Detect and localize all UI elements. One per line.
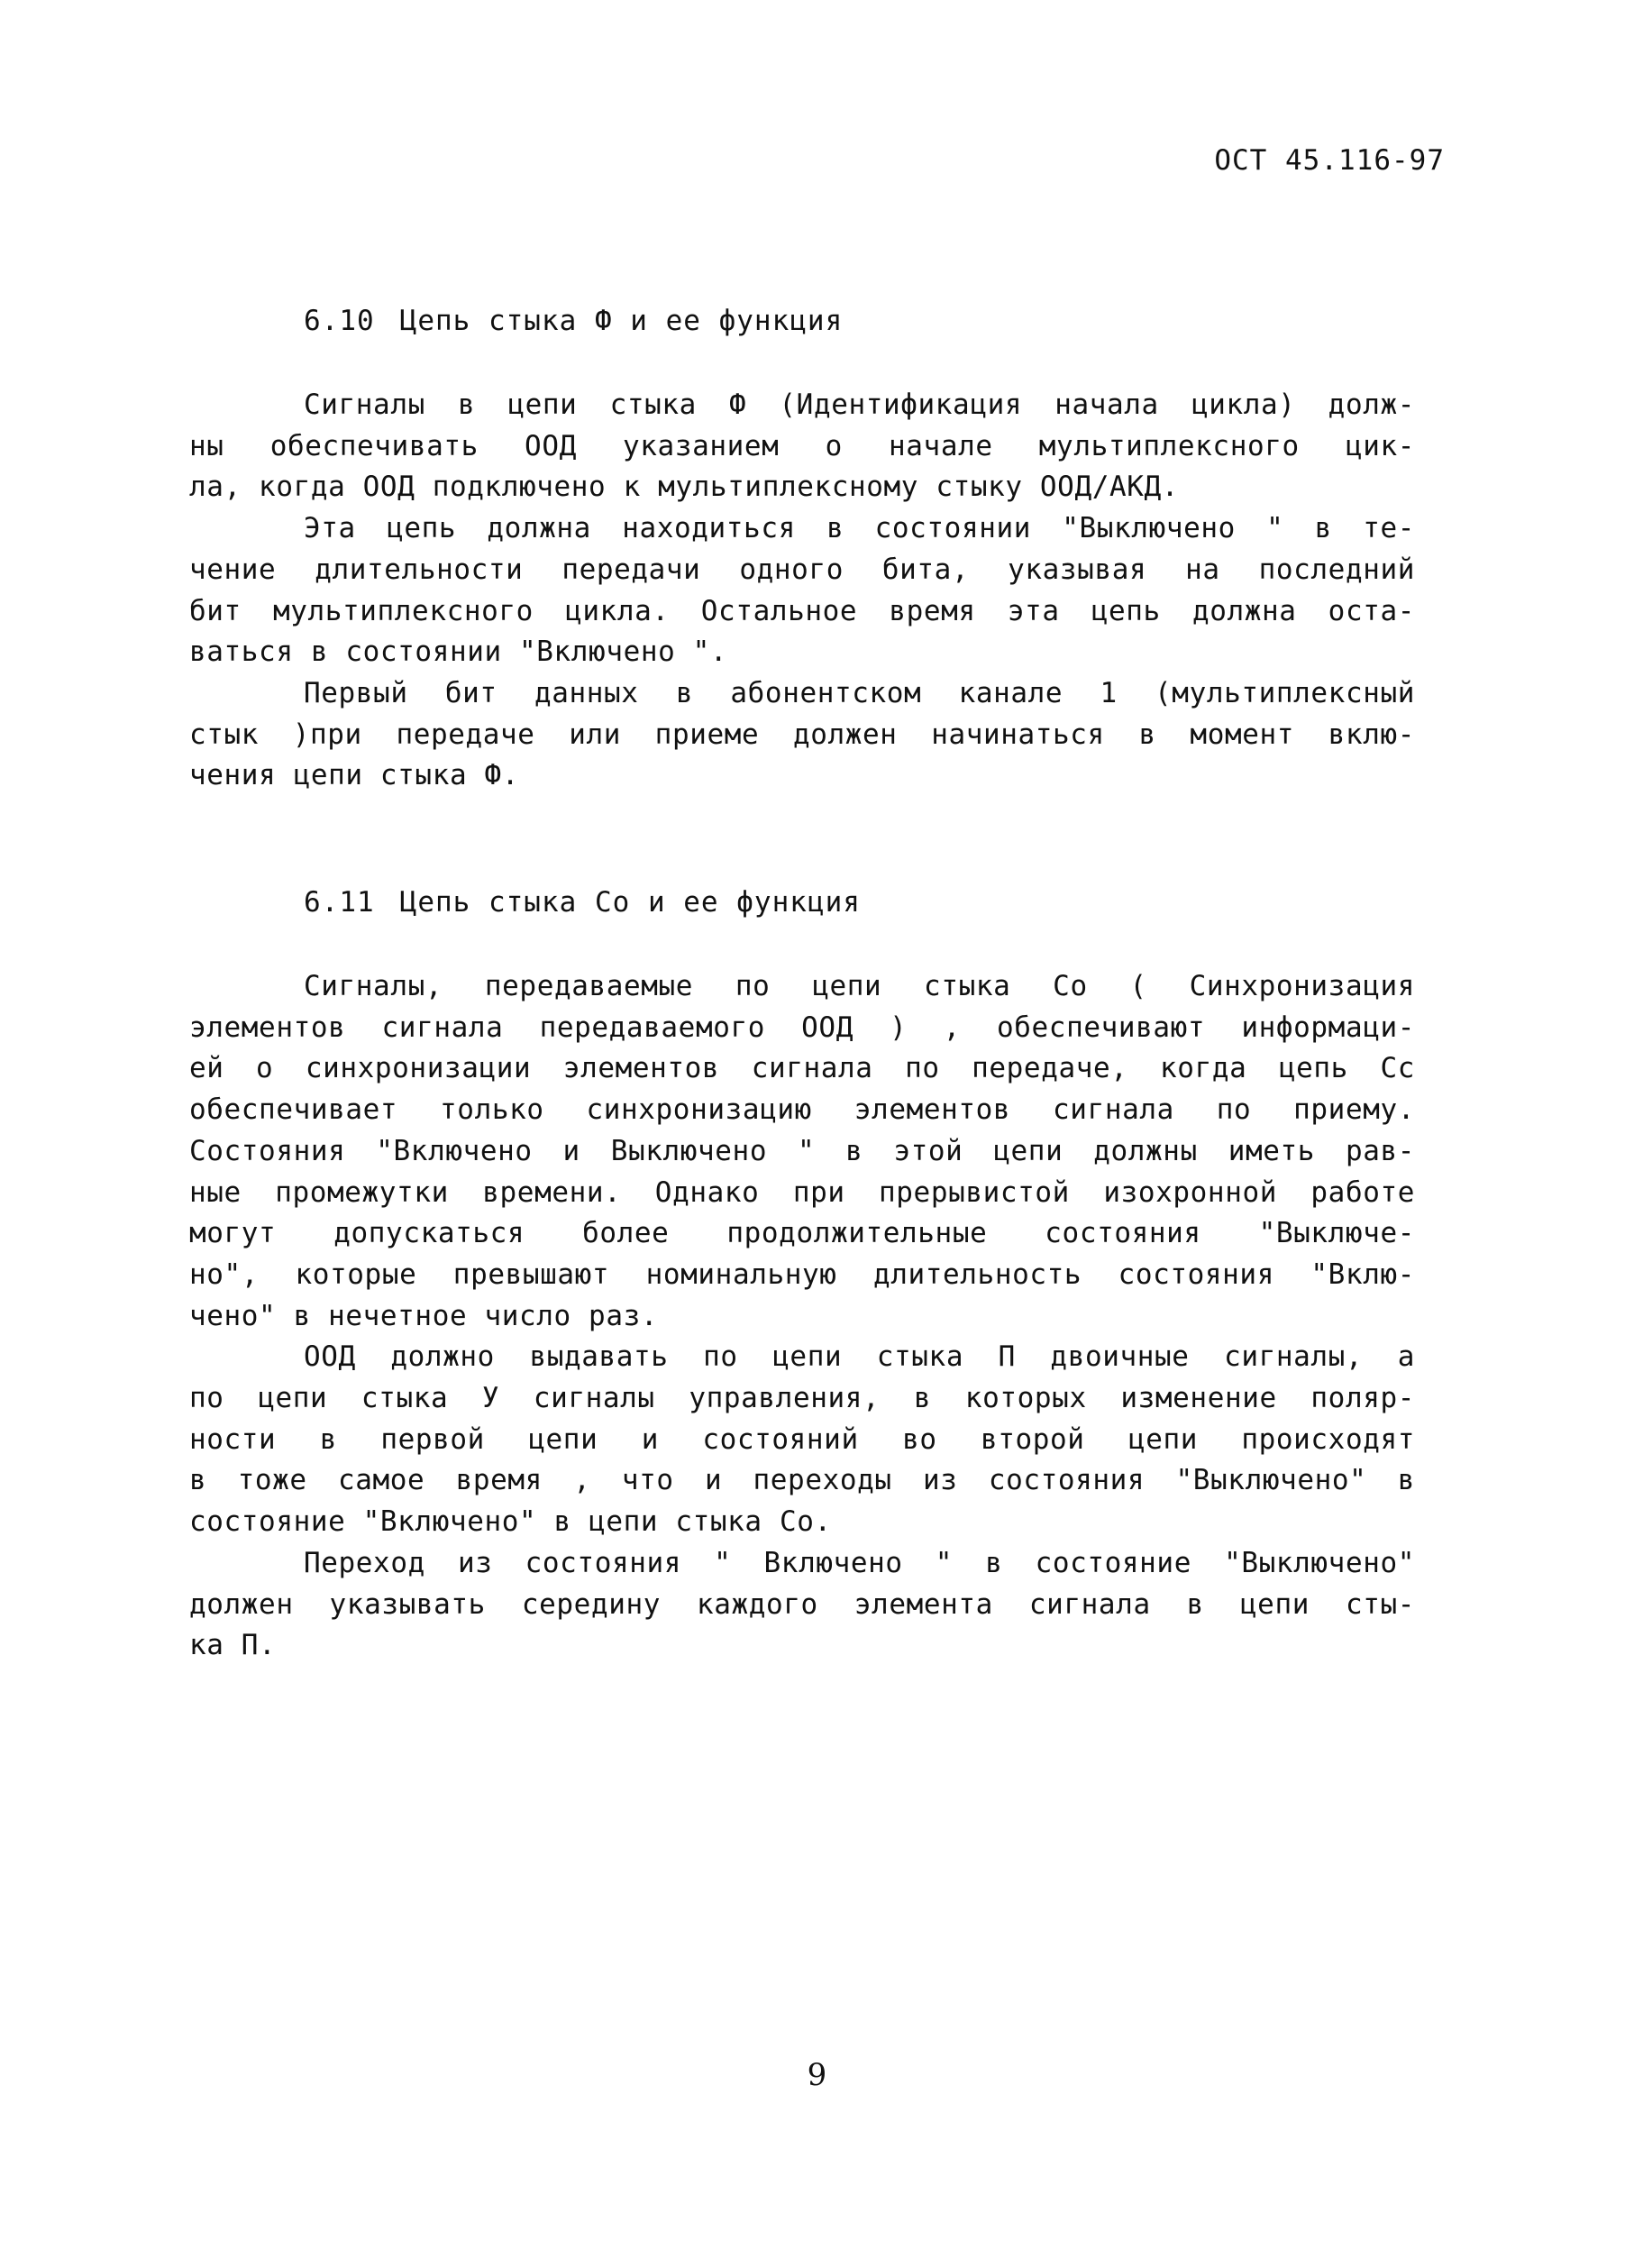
text-line: ла, когда ООД подключено к мультиплексному стыку ООД/АКД. [189, 471, 1180, 504]
text-line: Первый бит данных в абонентском канале 1 (мультиплексный [304, 676, 1415, 709]
section-title: Цепь стыка Со и ее функция [399, 886, 861, 919]
text-line: состояние "Включено" в цепи стыка Со. [189, 1505, 832, 1539]
text-line: могут допускаться более продолжительные состояния "Выключе- [189, 1217, 1415, 1250]
text-line: Сигналы, передаваемые по цепи стыка Со ( Синхронизация [304, 970, 1415, 1002]
text-line: ные промежутки времени. Однако при прерывистой изохронной работе [189, 1175, 1415, 1209]
text-line: ка П. [189, 1629, 277, 1662]
text-line: чено" в нечетное число раз. [189, 1299, 659, 1332]
section-number: 6.10 [304, 305, 375, 337]
text-line: чение длительности передачи одного бита, указывая на последний [189, 553, 1415, 586]
paragraph [189, 1543, 1415, 1667]
paragraph [189, 966, 1415, 1337]
text-line: Эта цепь должна находиться в состоянии "Выключено " в те- [304, 512, 1415, 545]
text-line: бит мультиплексного цикла. Остальное время эта цепь должна оста- [189, 594, 1415, 627]
text-line: ей о синхронизации элементов сигнала по передаче, когда цепь Сс [189, 1052, 1415, 1085]
text-line: ООД должно выдавать по цепи стыка П двоичные сигналы, а [304, 1340, 1415, 1374]
section-6-10-body [189, 385, 1415, 797]
text-line: должен указывать середину каждого элемента сигнала в цепи сты- [189, 1587, 1415, 1621]
text-line: ности в первой цепи и состояний во второй цепи происходят [189, 1422, 1415, 1456]
text-line: элементов сигнала передаваемого ООД ) , обеспечивают информаци- [189, 1011, 1415, 1044]
section-title: Цепь стыка Ф и ее функция [399, 305, 844, 337]
paragraph [189, 385, 1415, 508]
text-line: но", которые превышают номинальную длительность состояния "Вклю- [189, 1257, 1415, 1291]
paragraph [189, 673, 1415, 797]
text-line: ваться в состоянии "Включено ". [189, 636, 728, 669]
paragraph [189, 508, 1415, 673]
section-number: 6.11 [304, 886, 375, 919]
section-6-11-body [189, 966, 1415, 1667]
text-line: чения цепи стыка Ф. [189, 759, 520, 792]
text-line: Переход из состояния " Включено " в состояние "Выключено" [304, 1546, 1415, 1579]
text-line: обеспечивает только синхронизацию элементов сигнала по приему. [189, 1093, 1415, 1127]
text-line: стык )при передаче или приеме должен начинаться в момент вклю- [189, 718, 1415, 751]
text-line: Сигналы в цепи стыка Ф (Идентификация начала цикла) долж- [304, 389, 1415, 421]
text-line: Состояния "Включено и Выключено " в этой цепи должны иметь рав- [189, 1134, 1415, 1167]
section-6-11-heading [304, 886, 861, 919]
page-number: 9 [807, 2057, 827, 2093]
text-line: по цепи стыка У сигналы управления, в которых изменение поляр- [189, 1382, 1415, 1415]
text-line: ны обеспечивать ООД указанием о начале мультиплексного цик- [189, 429, 1415, 462]
document-code: ОСТ 45.116-97 [1214, 144, 1445, 177]
text-line: в тоже самое время , что и переходы из состояния "Выключено" в [189, 1464, 1415, 1497]
section-6-10-heading [304, 305, 843, 337]
paragraph [189, 1337, 1415, 1543]
